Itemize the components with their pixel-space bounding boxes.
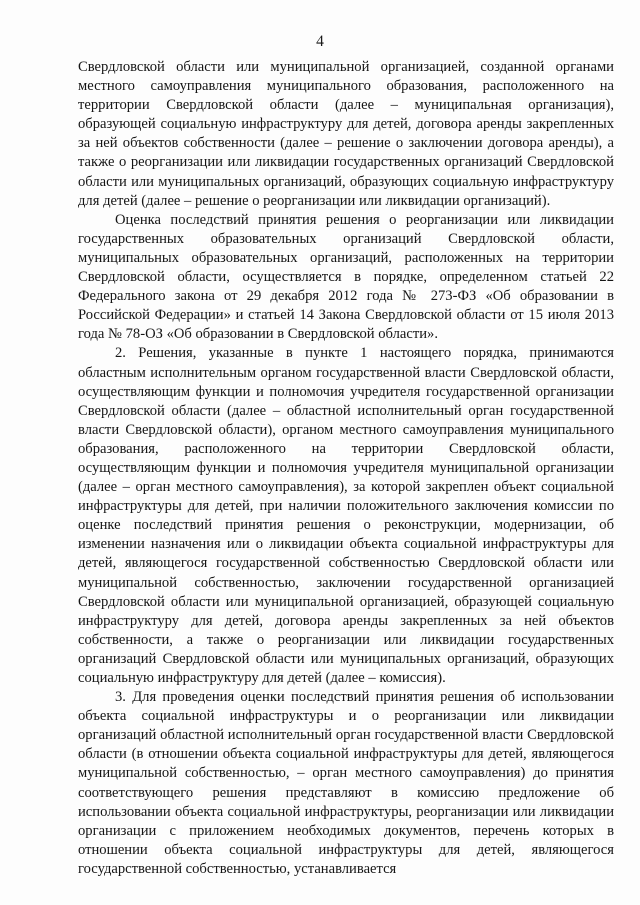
paragraph-continuation: Свердловской области или муниципальной организацией, созданной органами местного самоуправления муниципального образования, расположенного на территории Свердловской области (далее – муниципальная организация), образующей социальную инфраструктуру для детей, договора аренды закрепленных за ней объектов собственности (далее – решение о заключении договора аренды), а также о реорганизации или ликвидации государственных организаций Свердловской области или муниципальных организаций, образующих социальную инфраструктуру для детей (далее – решение о реорганизации или ликвидации организаций). bbox=[78, 59, 614, 209]
page-number: 4 bbox=[316, 33, 324, 50]
paragraph-assessment-procedure: Оценка последствий принятия решения о реорганизации или ликвидации государственных образовательных организаций Свердловской области, муниципальных образовательных организаций, расположенных на территории Свердловской области, осуществляется в порядке, определенном статьей 22 Федерального закона от 29 декабря 2012 года № 273-ФЗ «Об образовании в Российской Федерации» и статьей 14 Закона Свердловской области от 15 июля 2013 года № 78-ОЗ «Об образовании в Свердловской области». bbox=[78, 211, 614, 343]
paragraph-item-3: 3. Для проведения оценки последствий принятия решения об использовании объекта социальной инфраструктуры и о реорганизации или ликвидации организаций областной исполнительный орган государственной власти Свердловской области (в отношении объекта социальной инфраструктуры для детей, являющегося муниципальной собственностью, – орган местного самоуправления) до принятия соответствующего решения представляют в комиссию предложение об использовании объекта социальной инфраструктуры, реорганизации или ликвидации организации с приложением необходимых документов, перечень которых в отношении объекта социальной инфраструктуры для детей, являющегося государственной собственностью, устанавливается bbox=[78, 689, 614, 877]
document-body bbox=[78, 58, 614, 879]
paragraph-item-2: 2. Решения, указанные в пункте 1 настоящего порядка, принимаются областным исполнительным органом государственной власти Свердловской области, осуществляющим функции и полномочия учредителя государственной организации Свердловской области (далее – областной исполнительный орган государственной власти Свердловской области), органом местного самоуправления муниципального образования, расположенного на территории Свердловской области, осуществляющим функции и полномочия учредителя муниципальной организации (далее – орган местного самоуправления), за которой закреплен объект социальной инфраструктуры для детей, при наличии положительного заключения комиссии по оценке последствий принятия решения о реконструкции, модернизации, об изменении назначения или о ликвидации объекта социальной инфраструктуры для детей, являющегося государственной собственностью Свердловской области или муниципальной собственностью, заключении государственной организацией Свердловской области или муниципальной организацией, образующей социальную инфраструктуру для детей, договора аренды закрепленных за ней объектов собственности, а также о реорганизации или ликвидации государственных организаций Свердловской области или муниципальных организаций, образующих социальную инфраструктуру для детей (далее – комиссия). bbox=[78, 345, 614, 686]
